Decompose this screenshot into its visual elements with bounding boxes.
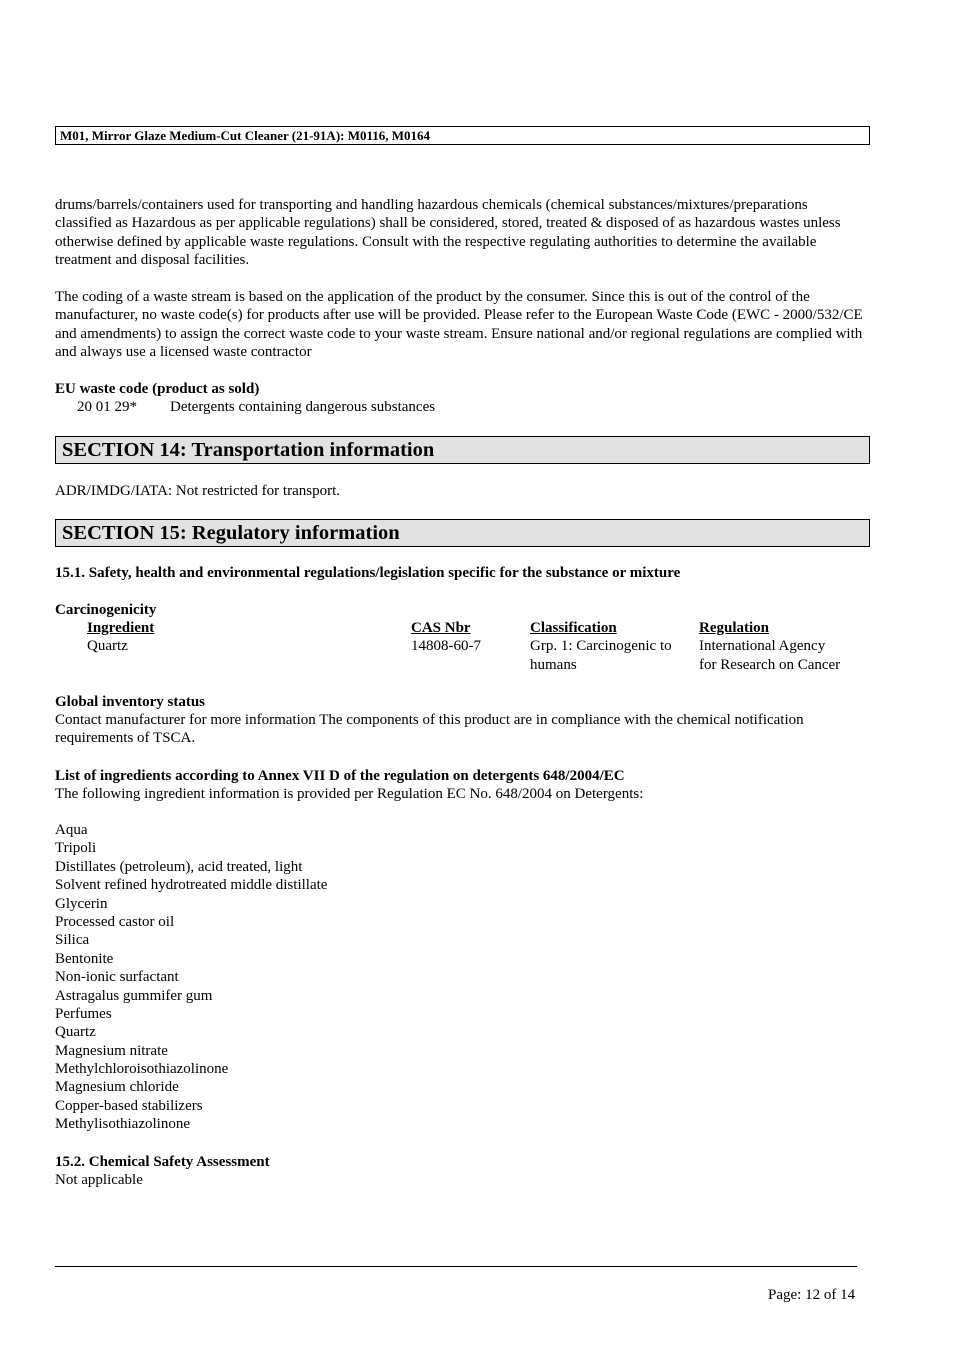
page-number: Page: 12 of 14 bbox=[768, 1287, 856, 1303]
global-inventory-heading: Global inventory status bbox=[55, 694, 206, 710]
regulation-cell-line1: International Agency bbox=[699, 638, 826, 655]
cas-header: CAS Nbr bbox=[411, 620, 471, 636]
ingredient-header: Ingredient bbox=[87, 620, 155, 636]
list-item: Astragalus gummifer gum bbox=[55, 987, 213, 1004]
list-item: Distillates (petroleum), acid treated, light bbox=[55, 858, 303, 875]
list-item: Silica bbox=[55, 932, 90, 949]
list-item: Magnesium chloride bbox=[55, 1079, 179, 1096]
list-item: Glycerin bbox=[55, 895, 108, 912]
section-15-2-text: Not applicable bbox=[55, 1172, 143, 1188]
section-15-2-heading: 15.2. Chemical Safety Assessment bbox=[55, 1154, 270, 1170]
footer-divider bbox=[55, 1266, 857, 1267]
annex-text: The following ingredient information is provided per Regulation EC No. 648/2004 on Detergents: bbox=[55, 786, 644, 802]
list-item: Tripoli bbox=[55, 840, 97, 857]
section-15-title: SECTION 15: Regulatory information bbox=[55, 519, 870, 547]
list-item: Bentonite bbox=[55, 950, 114, 967]
list-item: Quartz bbox=[55, 1024, 96, 1041]
section-15-1-heading: 15.1. Safety, health and environmental regulations/legislation specific for the substance or mixture bbox=[55, 565, 681, 581]
list-item: Methylisothiazolinone bbox=[55, 1116, 190, 1133]
waste-code-description: Detergents containing dangerous substances bbox=[170, 399, 436, 415]
classification-header: Classification bbox=[530, 620, 617, 636]
ingredient-list bbox=[55, 821, 867, 1134]
carcinogenicity-heading: Carcinogenicity bbox=[55, 602, 157, 618]
list-item: Methylchloroisothiazolinone bbox=[55, 1061, 229, 1078]
list-item: Processed castor oil bbox=[55, 913, 175, 930]
ingredient-column bbox=[87, 619, 154, 656]
cas-column bbox=[411, 619, 481, 656]
list-item: Perfumes bbox=[55, 1005, 112, 1022]
list-item: Copper-based stabilizers bbox=[55, 1097, 203, 1114]
cas-cell: 14808-60-7 bbox=[411, 638, 481, 655]
list-item: Aqua bbox=[55, 822, 88, 838]
classification-cell-line1: Grp. 1: Carcinogenic to bbox=[530, 638, 672, 655]
waste-code-row bbox=[77, 398, 435, 416]
list-item: Non-ionic surfactant bbox=[55, 969, 179, 986]
regulation-header: Regulation bbox=[699, 620, 770, 636]
regulation-column bbox=[699, 619, 840, 674]
waste-coding-paragraph: The coding of a waste stream is based on the application of the product by the consumer. Since this is out of the control of the manufacturer, no waste code(s) for products after use will be provided. Please refer to the European Waste Code (EWC - 2000/532/CE and amendments) to assign the correct waste code to your waste stream. Ensure national and/or regional regulations are complied with and always use a licensed waste contractor bbox=[55, 289, 863, 361]
section-14-title: SECTION 14: Transportation information bbox=[55, 436, 870, 464]
ingredient-cell: Quartz bbox=[87, 638, 128, 655]
regulation-cell-line2: for Research on Cancer bbox=[699, 656, 841, 673]
disposal-paragraph: drums/barrels/containers used for transporting and handling hazardous chemicals (chemical substances/mixtures/preparations classified as Hazardous as per applicable regulations) shall be considered, stored, treated & disposed of as hazardous wastes unless otherwise defined by applicable waste regulations. Consult with the respective regulating authorities to determine the available treatment and disposal facilities. bbox=[55, 197, 841, 269]
document-header: M01, Mirror Glaze Medium-Cut Cleaner (21-91A): M0116, M0164 bbox=[55, 126, 870, 145]
waste-code: 20 01 29* bbox=[77, 399, 137, 415]
transport-text: ADR/IMDG/IATA: Not restricted for transport. bbox=[55, 483, 340, 499]
classification-column bbox=[530, 619, 672, 674]
global-inventory-text: Contact manufacturer for more information The components of this product are in compliance with the chemical notification requirements of TSCA. bbox=[55, 712, 804, 747]
classification-cell-line2: humans bbox=[530, 656, 577, 673]
list-item: Magnesium nitrate bbox=[55, 1042, 168, 1059]
list-item: Solvent refined hydrotreated middle distillate bbox=[55, 877, 328, 894]
annex-heading: List of ingredients according to Annex VII D of the regulation on detergents 648/2004/EC bbox=[55, 768, 625, 784]
eu-waste-code-heading: EU waste code (product as sold) bbox=[55, 381, 260, 397]
